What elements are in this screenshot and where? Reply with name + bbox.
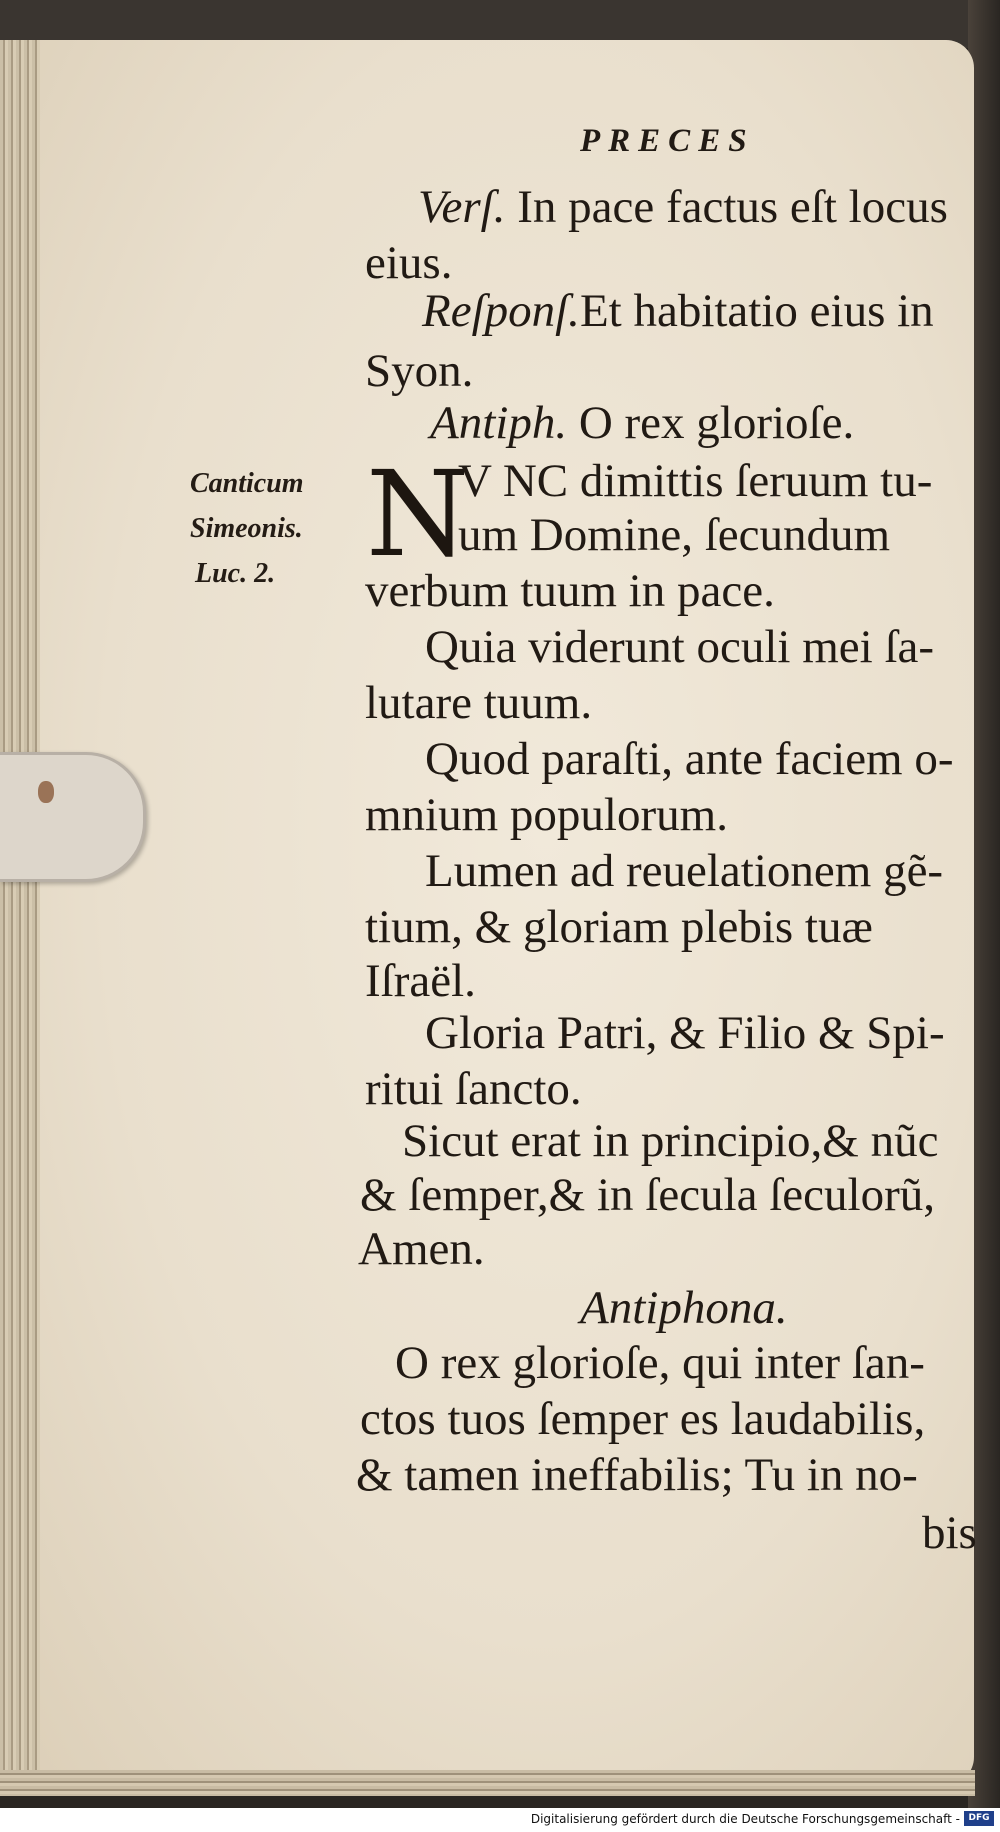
running-header: PRECES (580, 123, 755, 159)
text-line: ritui ſancto. (365, 1063, 582, 1115)
decorated-initial: N (366, 445, 470, 583)
text-line: Syon. (365, 345, 474, 397)
bookmark-tab (0, 752, 146, 882)
text-line: ctos tuos ſemper es laudabilis, (360, 1393, 926, 1445)
text-line: Verſ. In pace factus eſt locus (418, 181, 948, 233)
text-line: mnium populorum. (365, 789, 728, 841)
funding-note: Digitalisierung gefördert durch die Deutsche Forschungsgemeinschaft - (530, 1812, 960, 1826)
text-line: & ſemper,& in ſecula ſeculorũ, (360, 1169, 935, 1221)
text-line: & tamen ineffabilis; Tu in no- (356, 1449, 918, 1501)
text-line: tium, & gloriam plebis tuæ (365, 901, 873, 953)
margin-note-2: Simeonis. (190, 513, 303, 544)
text-line: lutare tuum. (365, 677, 593, 729)
text-line: Gloria Patri, & Filio & Spi- (425, 1007, 945, 1059)
page-edges-left (0, 40, 40, 1785)
text-line: Quia viderunt oculi mei ſa- (425, 621, 935, 673)
text-line: Lumen ad reuelationem gẽ- (425, 845, 944, 897)
margin-note-1: Canticum (190, 468, 304, 499)
text-line: O rex glorioſe, qui inter ſan- (395, 1337, 925, 1389)
text-line: Quod paraſti, ante faciem o- (425, 733, 954, 785)
text-line: V NC dimittis ſeruum tu- (458, 455, 933, 507)
text-line: Amen. (358, 1223, 485, 1275)
text-line: Antiph. O rex glorioſe. (430, 397, 855, 449)
text-line: Iſraël. (365, 955, 476, 1007)
text-line: um Domine, ſecundum (458, 509, 891, 561)
stain-mark (38, 781, 54, 803)
catchword: bis (922, 1507, 977, 1559)
page-edges-bottom (0, 1770, 975, 1796)
margin-note-3: Luc. 2. (195, 558, 276, 589)
text-line: eius. (365, 237, 453, 289)
text-line: Sicut erat in principio,& nũc (402, 1115, 939, 1167)
text-line: verbum tuum in pace. (365, 565, 775, 617)
text-line: Reſponſ.Et habitatio eius in (422, 285, 934, 337)
dfg-logo: DFG (964, 1811, 994, 1826)
text-line: Antiphona. (580, 1282, 788, 1334)
